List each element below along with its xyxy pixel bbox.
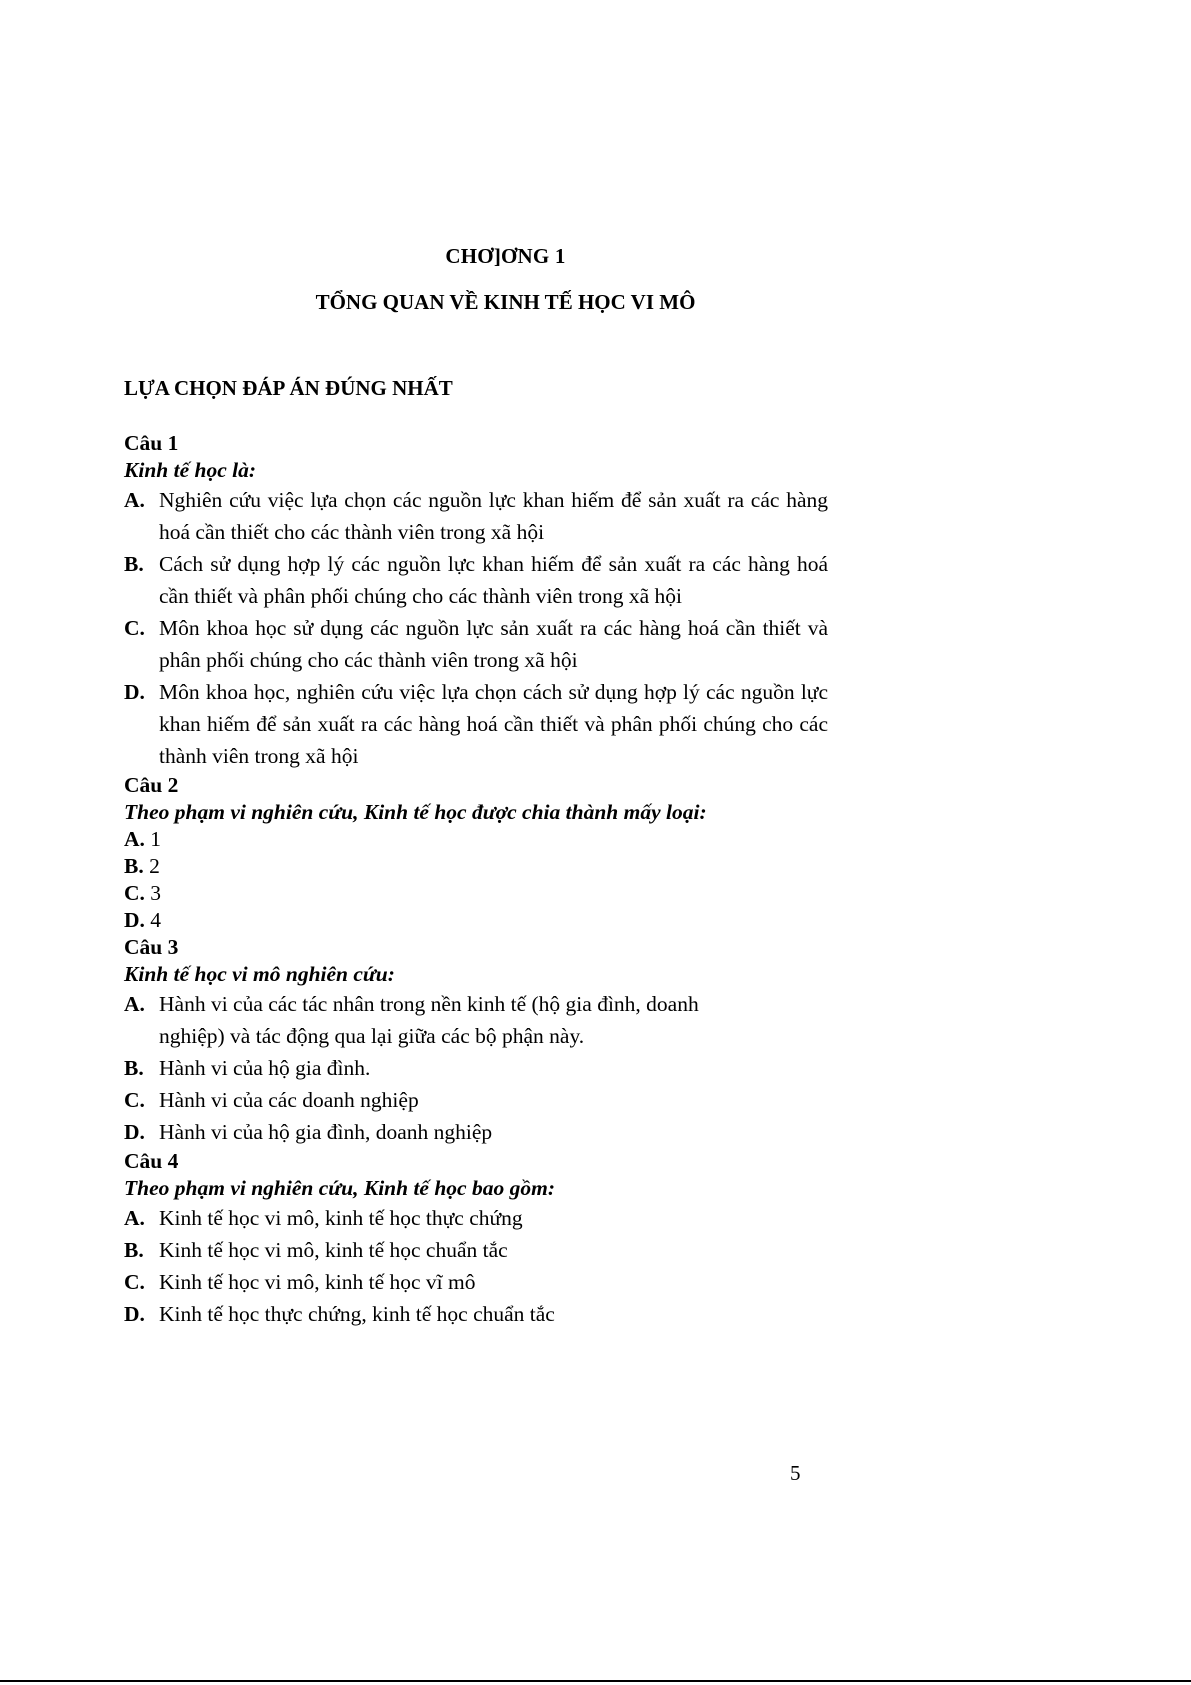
- option-b: [124, 1234, 828, 1266]
- option-letter: D.: [124, 680, 145, 704]
- option-c: [124, 1266, 828, 1298]
- question-stem: Kinh tế học vi mô nghiên cứu:: [124, 962, 395, 986]
- option-letter: C.: [124, 616, 145, 640]
- option-text: Cách sử dụng hợp lý các nguồn lực khan hiếm để sản xuất ra các hàng hoá cần thiết và phân phối chúng cho các thành viên trong xã hội: [159, 552, 828, 608]
- option-text: 2: [143, 854, 160, 878]
- question-stem: Kinh tế học là:: [124, 458, 257, 482]
- option-letter: B.: [124, 1056, 144, 1080]
- option-b: [124, 1052, 828, 1084]
- question-1: [124, 430, 828, 772]
- option-a: [124, 484, 828, 548]
- option-a: [124, 988, 828, 1052]
- option-c: [124, 1084, 828, 1116]
- option-letter: B.: [124, 1238, 144, 1262]
- option-a: [124, 826, 828, 853]
- question-label: Câu 2: [124, 773, 179, 797]
- option-letter: A.: [124, 488, 145, 512]
- option-text: Hành vi của hộ gia đình.: [159, 1056, 371, 1080]
- option-text: 3: [144, 881, 162, 905]
- option-letter: D.: [124, 908, 145, 932]
- section-heading: LỰA CHỌN ĐÁP ÁN ĐÚNG NHẤT: [124, 376, 453, 400]
- option-text: Nghiên cứu việc lựa chọn các nguồn lực khan hiếm để sản xuất ra các hàng hoá cần thiết cho các thành viên trong xã hội: [159, 488, 828, 544]
- option-c: [124, 612, 828, 676]
- option-text: 1: [144, 827, 162, 851]
- option-c: [124, 880, 828, 907]
- option-letter: B.: [124, 552, 144, 576]
- question-4: [124, 1148, 828, 1330]
- option-b: [124, 853, 828, 880]
- question-label: Câu 4: [124, 1149, 179, 1173]
- option-text: Kinh tế học thực chứng, kinh tế học chuẩn tắc: [159, 1302, 555, 1326]
- option-d: [124, 676, 828, 772]
- chapter-subtitle: TỔNG QUAN VỀ KINH TẾ HỌC VI MÔ: [315, 290, 696, 314]
- option-letter: A.: [124, 992, 145, 1016]
- option-letter: D.: [124, 1120, 145, 1144]
- question-3: [124, 934, 828, 1148]
- option-letter: C.: [124, 1270, 145, 1294]
- option-text: Kinh tế học vi mô, kinh tế học thực chứng: [159, 1206, 523, 1230]
- question-label: Câu 3: [124, 935, 179, 959]
- option-letter: C.: [124, 881, 145, 905]
- option-d: [124, 1298, 828, 1330]
- question-list: [124, 430, 828, 1330]
- option-letter: C.: [124, 1088, 145, 1112]
- option-text: 4: [144, 908, 162, 932]
- option-letter: A.: [124, 827, 145, 851]
- option-letter: A.: [124, 1206, 145, 1230]
- question-2: [124, 772, 828, 934]
- option-letter: D.: [124, 1302, 145, 1326]
- option-text: Kinh tế học vi mô, kinh tế học chuẩn tắc: [159, 1238, 508, 1262]
- question-stem: Theo phạm vi nghiên cứu, Kinh tế học được chia thành mấy loại:: [124, 800, 707, 824]
- option-d: [124, 907, 828, 934]
- option-text: Hành vi của các doanh nghiệp: [159, 1088, 419, 1112]
- option-text: Hành vi của các tác nhân trong nền kinh tế (hộ gia đình, doanh nghiệp) và tác động qua lại giữa các bộ phận này.: [159, 992, 699, 1048]
- option-text: Môn khoa học, nghiên cứu việc lựa chọn cách sử dụng hợp lý các nguồn lực khan hiếm để sản xuất ra các hàng hoá cần thiết và phân phối chúng cho các thành viên trong xã hội: [159, 680, 828, 768]
- option-d: [124, 1116, 828, 1148]
- option-text: Kinh tế học vi mô, kinh tế học vĩ mô: [159, 1270, 476, 1294]
- page-number: 5: [790, 1461, 801, 1485]
- bottom-rule: [0, 1680, 1191, 1682]
- chapter-title: CHƠ]ƠNG 1: [445, 244, 566, 268]
- option-letter: B.: [124, 854, 144, 878]
- option-a: [124, 1202, 828, 1234]
- option-text: Môn khoa học sử dụng các nguồn lực sản xuất ra các hàng hoá cần thiết và phân phối chúng cho các thành viên trong xã hội: [159, 616, 828, 672]
- question-stem: Theo phạm vi nghiên cứu, Kinh tế học bao gồm:: [124, 1176, 555, 1200]
- question-label: Câu 1: [124, 431, 179, 455]
- option-text: Hành vi của hộ gia đình, doanh nghiệp: [159, 1120, 493, 1144]
- option-b: [124, 548, 828, 612]
